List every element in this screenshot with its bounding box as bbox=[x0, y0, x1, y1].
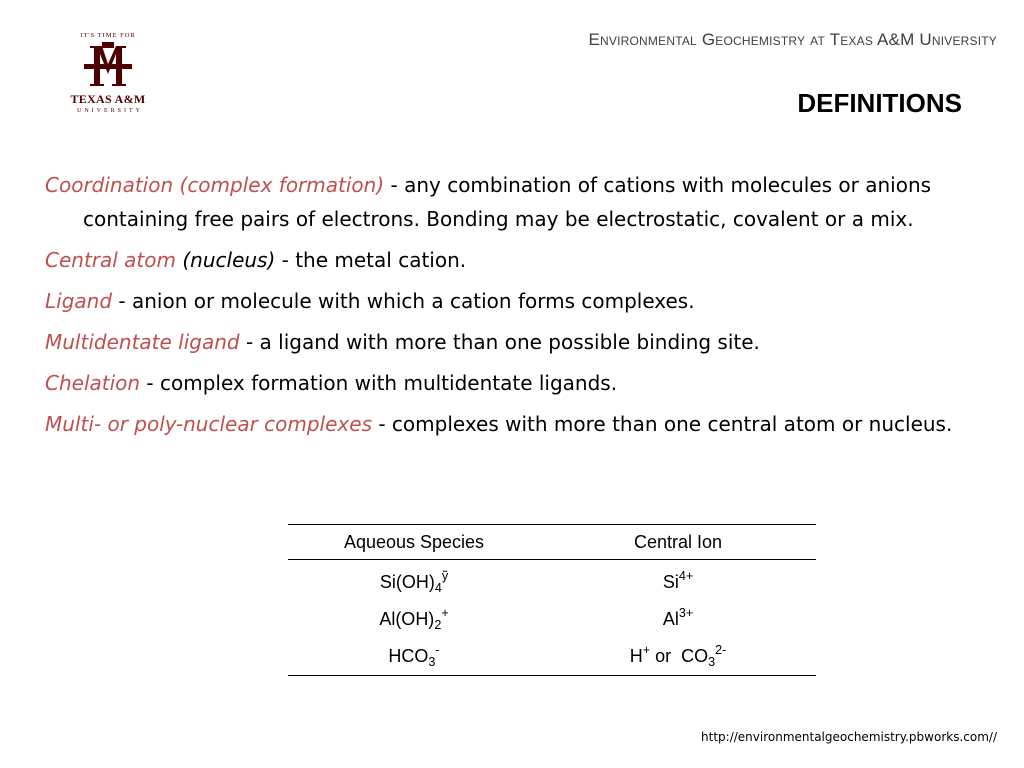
atm-logo-icon bbox=[82, 42, 134, 90]
definition-item bbox=[45, 284, 965, 318]
definition-term: Coordination (complex formation) bbox=[45, 173, 385, 197]
table-row bbox=[288, 560, 816, 602]
species-table bbox=[288, 524, 816, 676]
slide-title: DEFINITIONS bbox=[797, 88, 962, 118]
definition-item bbox=[45, 407, 965, 441]
definition-item bbox=[45, 366, 965, 400]
source-url[interactable]: http://environmentalgeochemistry.pbworks.com// bbox=[701, 730, 997, 744]
definition-text: - anion or molecule with which a cation forms complexes. bbox=[112, 289, 695, 313]
species-cell: $Si(OH)_4^ỹ$ bbox=[379, 569, 449, 595]
species-cell: $Al(OH)_2^+$ bbox=[379, 606, 449, 632]
definition-term: Central atom bbox=[45, 248, 176, 272]
definition-item bbox=[45, 325, 965, 359]
table-row bbox=[288, 601, 816, 638]
definition-text: - the metal cation. bbox=[275, 248, 467, 272]
definition-item bbox=[45, 168, 965, 236]
ion-cell: $Si^{4+}$ bbox=[662, 569, 694, 592]
logo-tagline: IT'S TIME FOR bbox=[80, 32, 136, 39]
definition-text: - complexes with more than one central atom or nucleus. bbox=[371, 412, 953, 436]
ion-cell: $Al^{3+}$ bbox=[662, 606, 694, 629]
ion-cell: H+ or $CO_3^{2-}$ bbox=[629, 643, 727, 669]
definition-term-suffix: (nucleus) bbox=[176, 248, 276, 272]
logo-name: TEXAS A&M bbox=[70, 92, 146, 106]
tamu-logo bbox=[60, 30, 156, 120]
definition-term: Chelation bbox=[45, 371, 141, 395]
column-header-ion: Central Ion bbox=[633, 531, 723, 552]
definitions-list bbox=[45, 168, 965, 448]
definition-term: Multidentate ligand bbox=[45, 330, 240, 354]
logo-university: UNIVERSITY bbox=[77, 108, 143, 114]
table-row bbox=[288, 638, 816, 676]
definition-item bbox=[45, 243, 965, 277]
species-cell: $HCO_3^-$ bbox=[388, 643, 440, 669]
definition-text: - a ligand with more than one possible binding site. bbox=[239, 330, 760, 354]
table-header-row bbox=[288, 525, 816, 560]
definition-text: - any combination of cations with molecules or anions containing free pairs of electrons. Bonding may be electrostatic, covalent or a mix. bbox=[83, 173, 932, 231]
definition-term: Ligand bbox=[45, 289, 113, 313]
header-title: Environmental Geochemistry at Texas A&M University bbox=[588, 30, 997, 49]
definition-term: Multi- or poly-nuclear complexes bbox=[45, 412, 372, 436]
column-header-species: Aqueous Species bbox=[343, 531, 485, 552]
definition-text: - complex formation with multidentate ligands. bbox=[140, 371, 618, 395]
